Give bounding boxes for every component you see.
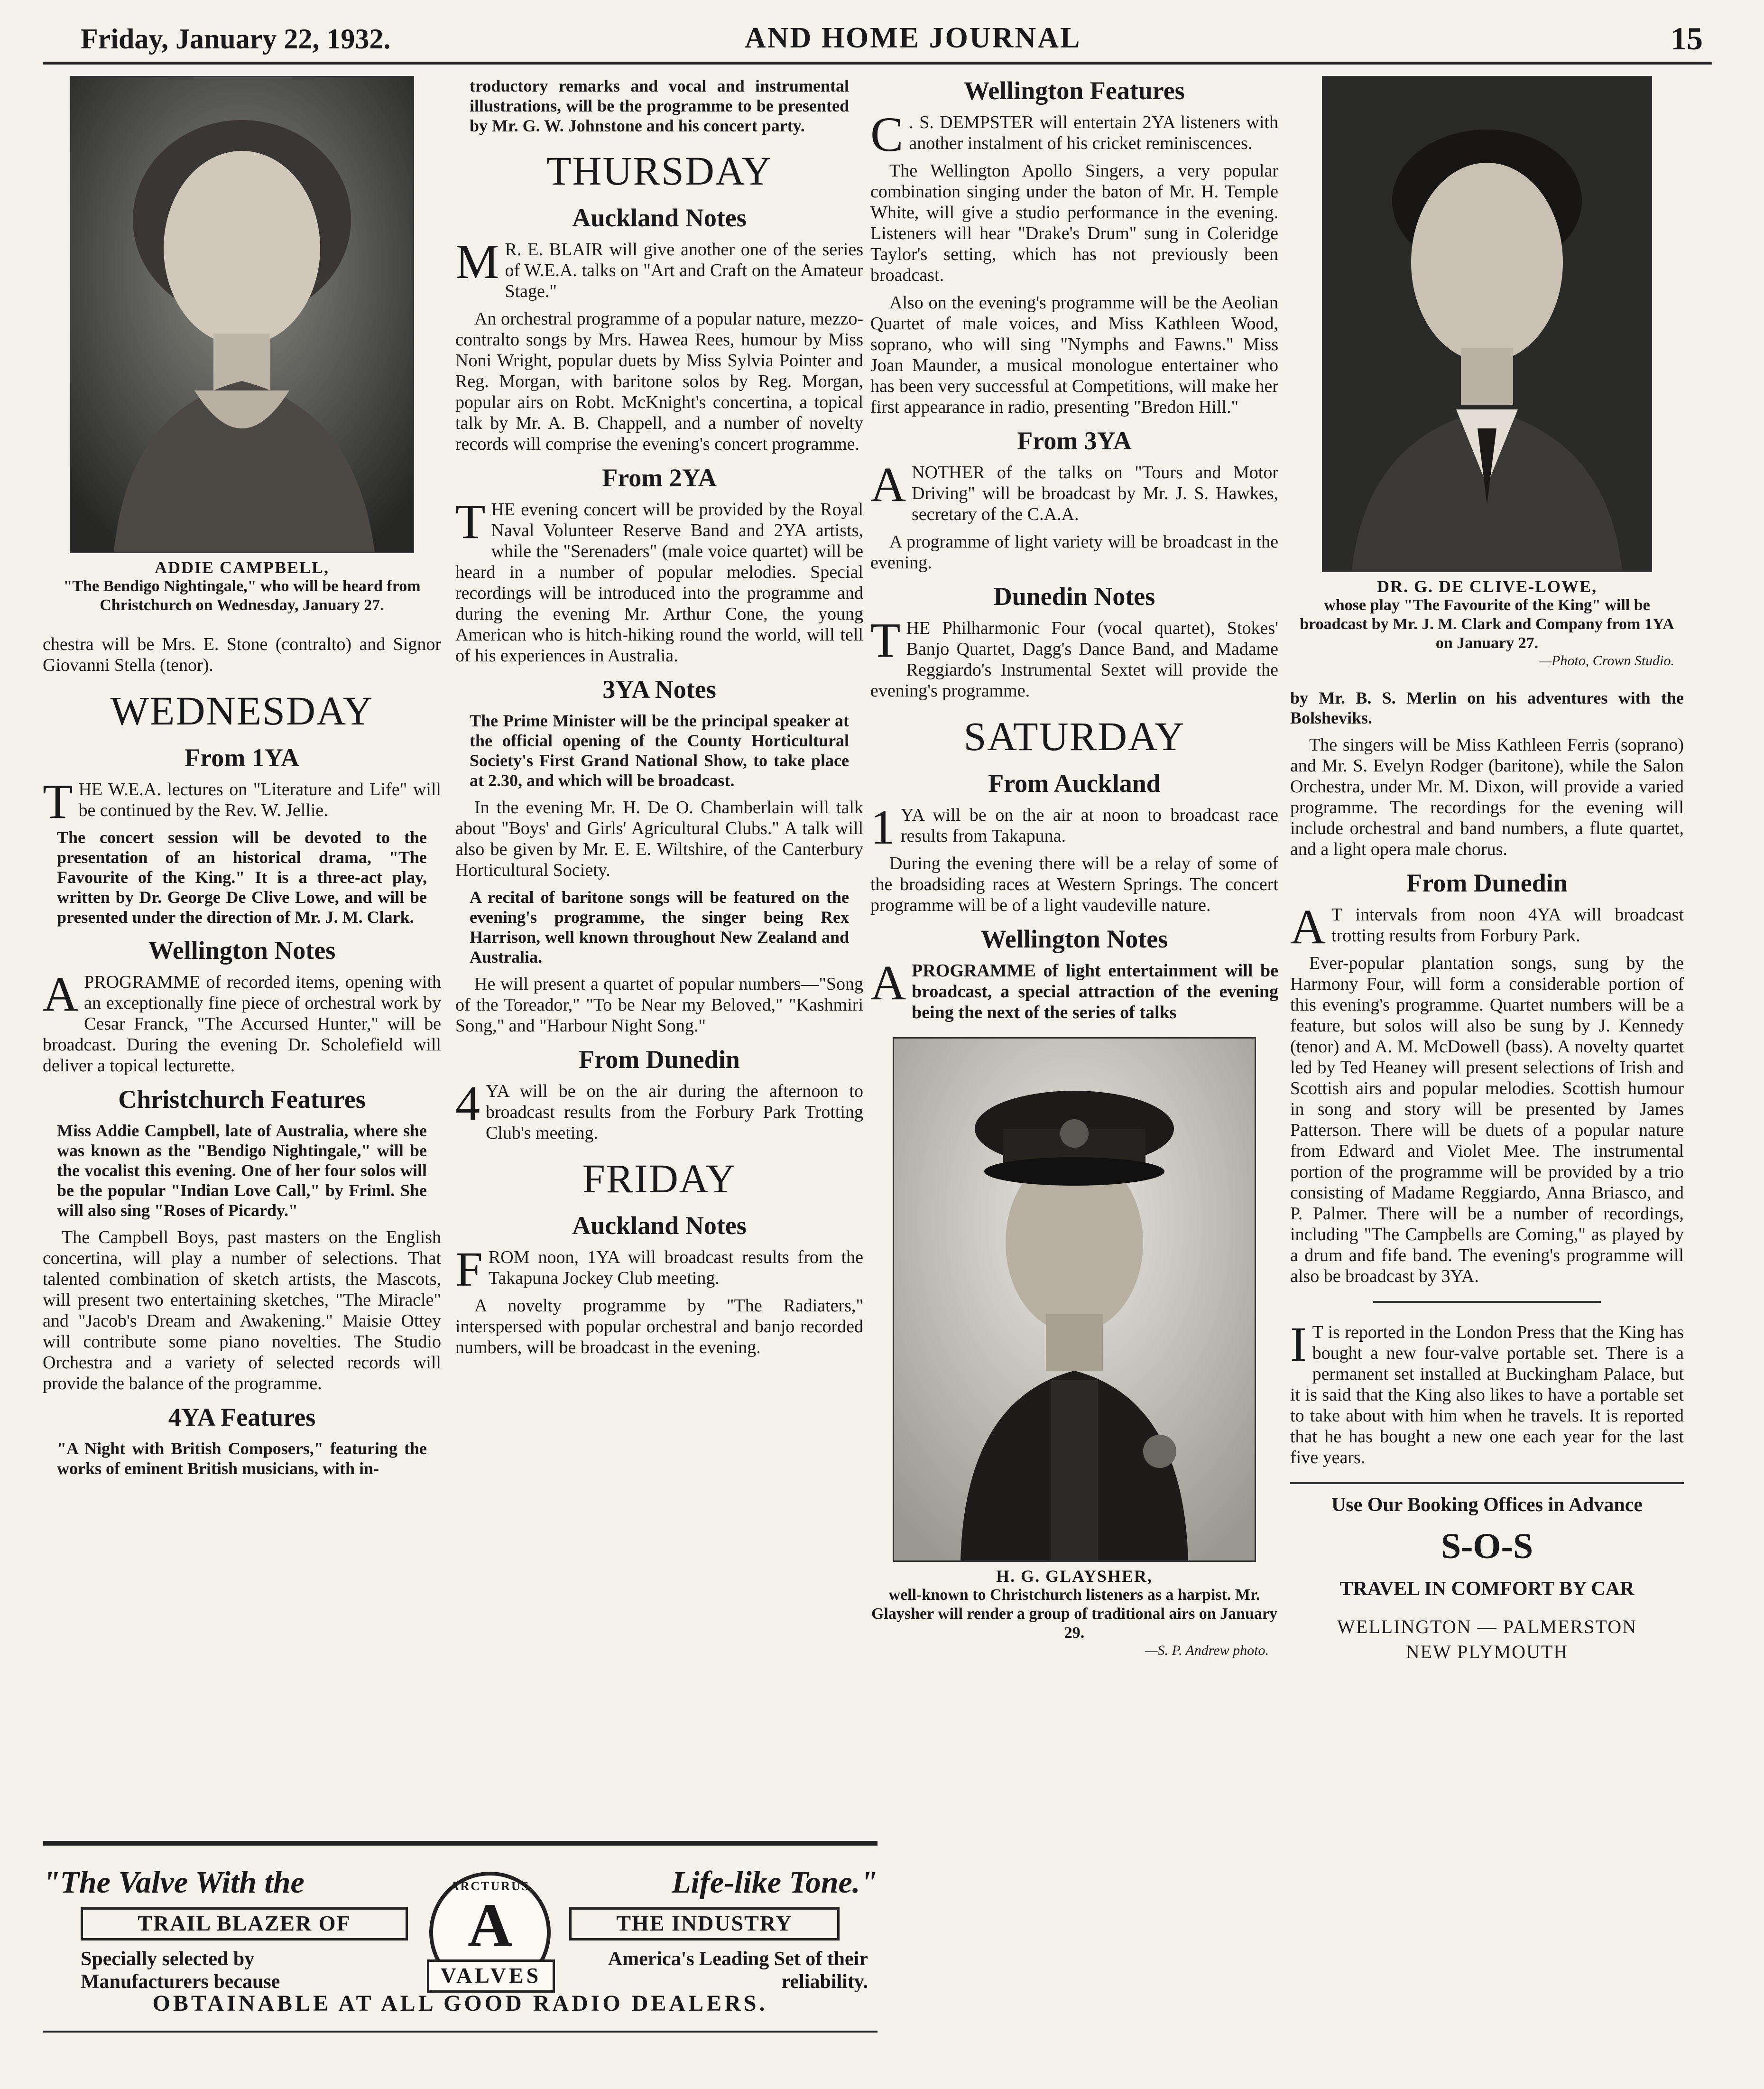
- divider: [1373, 1301, 1601, 1303]
- page-header: [43, 14, 1712, 65]
- booking-offices-text: Use Our Booking Offices in Advance: [1331, 1494, 1643, 1516]
- paragraph-apollo-singers: The Wellington Apollo Singers, a very popular combination singing under the baton of Mr. H. Temple White, will give a studio performance in the evening. Listeners will hear "Drake's Drum" sung in Coleridge Taylor's setting, which has not previously been broadcast.: [870, 161, 1278, 285]
- column-2: [455, 76, 863, 1365]
- paragraph-british-composers: "A Night with British Composers," featuring the works of eminent British musicians, with in-: [57, 1439, 427, 1478]
- dropcap: F: [455, 1242, 483, 1297]
- portrait-soldier-image: [894, 1039, 1255, 1560]
- paragraph-prime-minister: The Prime Minister will be the principal speaker at the official opening of the County Horticultural Society's First Grand National Show, to take place at 2.30, and which will be broadcast.: [470, 711, 849, 790]
- subheading-from-auckland: From Auckland: [988, 769, 1161, 798]
- caption-name: ADDIE CAMPBELL,: [154, 558, 330, 577]
- paragraph-wea: THE W.E.A. lectures on "Literature and Life" will be continued by the Rev. W. Jellie.: [43, 774, 441, 829]
- column-1: [43, 76, 441, 1485]
- dropcap: A: [43, 967, 79, 1021]
- sos-title: S-O-S: [1441, 1526, 1533, 1566]
- caption-text: "The Bendigo Nightingale," who will be heard from Christchurch on Wednesday, January 27.: [63, 577, 421, 614]
- paragraph-philharmonic: THE Philharmonic Four (vocal quartet), Stokes' Banjo Quartet, Dagg's Dance Band, and Madame Reggiardo's Instrumental Sextet will provide the evening's programme.: [870, 613, 1278, 701]
- subheading-dunedin-notes: Dunedin Notes: [993, 582, 1155, 611]
- paragraph-forbury-park: A T intervals from noon 4YA will broadcast trotting results from Forbury Park.: [1290, 900, 1684, 954]
- paragraph-light-variety: A programme of light variety will be broadcast in the evening.: [870, 532, 1278, 573]
- photo-clive-lowe: [1322, 76, 1652, 572]
- photo-caption-clive-lowe: [1290, 577, 1684, 653]
- photo-addie-campbell: [70, 76, 414, 553]
- heading-saturday: SATURDAY: [963, 714, 1185, 759]
- paragraph-addie-campbell: Miss Addie Campbell, late of Australia, where she was known as the "Bendigo Nightingale," will be the vocalist this evening. One of her four solos will be the popular "Indian Love Call," by Friml. She will also sing "Roses of Picardy.": [57, 1121, 427, 1220]
- paragraph-orchestral: An orchestral programme of a popular nature, mezzo-contralto songs by Mrs. Hawea Rees, humour by Miss Noni Wright, popular duets by Miss Sylvia Pointer and Reg. Morgan, with baritone solos by Reg. Morgan, popular airs on Robt. McKnight's concertina, a topical talk by Mr. A. B. Chappell, and a number of novelty records will comprise the evening's concert programme.: [455, 309, 863, 454]
- caption-text: whose play "The Favourite of the King" will be broadcast by Mr. J. M. Clark and Company from 1YA on January 27.: [1300, 596, 1674, 652]
- dropcap: 1: [870, 800, 895, 854]
- paragraph-naval-band: THE evening concert will be provided by the Royal Naval Volunteer Reserve Band and 2YA artists, while the "Serenaders" (male voice quartet) will be heard in a number of popular melodies. Special recordings will be introduced into the programme and during the evening Mr. Arthur Cone, the young American who is hitch-hiking round the world, will tell of his experiences in Australia.: [455, 494, 863, 666]
- subheading-from-3ya: From 3YA: [1017, 427, 1132, 455]
- obtainable-text: OBTAINABLE AT ALL GOOD RADIO DEALERS.: [152, 1991, 768, 2016]
- subheading-auckland-notes-friday: Auckland Notes: [572, 1211, 747, 1240]
- dropcap: T: [43, 774, 73, 829]
- heading-friday: FRIDAY: [582, 1156, 737, 1201]
- continued-text: chestra will be Mrs. E. Stone (contralto) and Signor Giovanni Stella (tenor).: [43, 634, 441, 675]
- paragraph-chamberlain: In the evening Mr. H. De O. Chamberlain will talk about "Boys' and Girls' Agricultural Clubs." A talk will also be given by Mr. E. E. Wiltshire, of the Canterbury Horticultural Society.: [455, 798, 863, 880]
- subheading-3ya-notes: 3YA Notes: [602, 675, 716, 704]
- dropcap: A: [870, 457, 906, 512]
- paragraph-tours: ANOTHER of the talks on "Tours and Motor Driving" will be broadcast by Mr. J. S. Hawkes, secretary of the C.A.A.: [870, 457, 1278, 524]
- caption-text: well-known to Christchurch listeners as a harpist. Mr. Glaysher will render a group of traditional airs on January 29.: [871, 1586, 1278, 1642]
- route-line-2: NEW PLYMOUTH: [1405, 1641, 1569, 1662]
- paragraph-king-portable-set: I T is reported in the London Press that the King has bought a new four-valve portable set. There is a permanent set installed at Buckingham Palace, but it is said that the King also likes to have a portable set to take about with him when he travels. It is reported that he has bought a new one each year for the last five years.: [1290, 1317, 1684, 1467]
- subheading-wellington-notes-sat: Wellington Notes: [980, 925, 1168, 953]
- slogan-right: Life-like Tone.": [672, 1865, 877, 1900]
- paragraph-concert-session: The concert session will be devoted to the presentation of an historical drama, "The Favourite of the King." It is a three-act play, written by Dr. George De Clive Lowe, and will be presented under the direction of Mr. J. M. Clark.: [57, 828, 427, 927]
- banner-left: TRAIL BLAZER OF: [81, 1907, 408, 1940]
- paragraph-wellington: APROGRAMME of recorded items, opening with an exceptionally fine piece of orchestral work by Cesar Franck, "The Accursed Hunter," will be broadcast. During the evening Dr. Scholefield will deliver a topical lecturette.: [43, 967, 441, 1076]
- logo-ring-text: ARCTURUS: [450, 1879, 530, 1893]
- paragraph-1ya-noon: 1 YA will be on the air at noon to broadcast race results from Takapuna.: [870, 800, 1278, 854]
- paragraph-merlin: by Mr. B. S. Merlin on his adventures with the Bolsheviks.: [1290, 688, 1684, 727]
- travel-text: TRAVEL IN COMFORT BY CAR: [1339, 1578, 1635, 1600]
- dropcap: A: [870, 956, 906, 1010]
- subheading-auckland-notes: Auckland Notes: [572, 204, 747, 232]
- portrait-woman-image: [71, 77, 413, 552]
- caption-name: H. G. GLAYSHER,: [996, 1567, 1153, 1586]
- paragraph-harmony-four: Ever-popular plantation songs, sung by the Harmony Four, will form a considerable portion of this evening's programme. Quartet numbers will be a feature, but solos will also be sung by J. Kennedy (tenor) and A. M. McDowell (bass). A novelty quartet led by Ted Heaney will present selections of Irish and Scottish airs and popular melodies. Scottish humour in song and story will be presented by James Patterson. There will be duets of a popular nature from Edward and Violet Mee. The instrumental portion of the programme will be provided by a trio consisting of Madame Reggiardo, Anna Briasco, and P. Palmer. There will be a number of recordings, including "The Campbells are Coming," as played by a drum and fife band. The evening's programme will also be broadcast by 3YA.: [1290, 953, 1684, 1286]
- subheading-from-dunedin-sat: From Dunedin: [1406, 869, 1568, 897]
- route-line-1: WELLINGTON — PALMERSTON: [1337, 1616, 1637, 1637]
- subheading-4ya-features: 4YA Features: [168, 1403, 316, 1431]
- dropcap: C: [870, 107, 904, 162]
- paragraph-blair: M R. E. BLAIR will give another one of the series of W.E.A. talks on "Art and Craft on the Amateur Stage.": [455, 234, 863, 301]
- advert-right-text: America's Leading Set of their reliability.: [608, 1948, 868, 1993]
- slogan-left: "The Valve With the: [43, 1865, 305, 1900]
- paragraph-intro: troductory remarks and vocal and instrumental illustrations, will be the programme to be presented by Mr. G. W. Johnstone and his concert party.: [470, 76, 849, 135]
- dropcap: T: [455, 494, 486, 549]
- dropcap: M: [455, 234, 499, 289]
- photo-caption-addie: [43, 558, 441, 615]
- advert-left-text: Specially selected by Manufacturers because: [81, 1948, 280, 1993]
- photo-credit: —S. P. Andrew photo.: [1145, 1643, 1269, 1658]
- banner-right: THE INDUSTRY: [569, 1907, 840, 1940]
- issue-date: Friday, January 22, 1932.: [81, 23, 391, 55]
- heading-thursday: THURSDAY: [546, 148, 773, 194]
- paragraph-campbell-boys: The Campbell Boys, past masters on the English concertina, will play a number of selections. That talented combination of sketch artists, the Mascots, will present two entertaining sketches, "The Miracle" and "Jacob's Dream and Awakening." Maisie Ottey will contribute some piano novelties. The Studio Orchestra and a variety of selected records will provide the balance of the programme.: [43, 1227, 441, 1393]
- column-4: [1290, 76, 1684, 1663]
- paragraph-singers: The singers will be Miss Kathleen Ferris (soprano) and Mr. S. Evelyn Rodger (baritone), while the Salon Orchestra, under Mr. M. Dixon, will provide a varied programme. The recordings for the evening will include orchestral and band numbers, a flute quartet, and a light opera male chorus.: [1290, 735, 1684, 859]
- paragraph-aeolian: Also on the evening's programme will be the Aeolian Quartet of male voices, and Miss Kathleen Wood, soprano, who will sing "Nymphs and Fawns." Miss Joan Maunder, a musical monologue entertainer who has been very successful at Competitions, will make her first appearance in radio, presenting "Bredon Hill.": [870, 293, 1278, 417]
- subheading-wellington-notes: Wellington Notes: [148, 936, 336, 965]
- subheading-from-2ya: From 2YA: [602, 464, 717, 492]
- paragraph-quartet: He will present a quartet of popular numbers—"Song of the Toreador," "To be Near my Beloved," "Kashmiri Song," and "Harbour Night Song.": [455, 974, 863, 1036]
- heading-wednesday: WEDNESDAY: [110, 688, 374, 733]
- logo-letter: A: [468, 1891, 512, 1959]
- subheading-christchurch-features: Christchurch Features: [118, 1085, 366, 1114]
- dropcap: T: [870, 613, 901, 668]
- paragraph-dempster: C . S. DEMPSTER will entertain 2YA listeners with another instalment of his cricket reminiscences.: [870, 107, 1278, 162]
- paragraph-light-entertainment: APROGRAMME of light entertainment will be broadcast, a special attraction of the evening being the next of the series of talks: [870, 956, 1278, 1022]
- valves-label: VALVES: [427, 1959, 555, 1993]
- paragraph-baritone: A recital of baritone songs will be featured on the evening's programme, the singer being Rex Harrison, well known throughout New Zealand and Australia.: [470, 888, 849, 966]
- photo-credit: —Photo, Crown Studio.: [1539, 653, 1674, 668]
- paragraph-takapuna: FROM noon, 1YA will broadcast results from the Takapuna Jockey Club meeting.: [455, 1242, 863, 1297]
- paragraph-radiaters: A novelty programme by "The Radiaters," interspersed with popular orchestral and banjo recorded numbers, will be broadcast in the evening.: [455, 1296, 863, 1357]
- arcturus-valves-advert: [43, 1841, 877, 2033]
- paragraph-western-springs: During the evening there will be a relay of some of the broadsiding races at Western Springs. The concert programme will be of a light vaudeville nature.: [870, 854, 1278, 915]
- subheading-from-1ya: From 1YA: [185, 743, 299, 772]
- dropcap: I: [1290, 1317, 1307, 1372]
- masthead: AND HOME JOURNAL: [745, 22, 1081, 54]
- column-3: [870, 76, 1278, 1659]
- subheading-from-dunedin: From Dunedin: [579, 1045, 740, 1074]
- page-number: 15: [1671, 20, 1703, 56]
- paragraph-4ya-trotting: 4 YA will be on the air during the afternoon to broadcast results from the Forbury Park Trotting Club's meeting.: [455, 1076, 863, 1143]
- subheading-wellington-features: Wellington Features: [964, 76, 1185, 105]
- dropcap: A: [1290, 900, 1326, 954]
- photo-glaysher: [893, 1037, 1256, 1562]
- sos-advert: [1290, 1482, 1684, 1663]
- portrait-man-image: [1323, 77, 1651, 571]
- photo-caption-glaysher: [870, 1567, 1278, 1643]
- caption-name: DR. G. DE CLIVE-LOWE,: [1376, 577, 1598, 596]
- dropcap: 4: [455, 1076, 480, 1131]
